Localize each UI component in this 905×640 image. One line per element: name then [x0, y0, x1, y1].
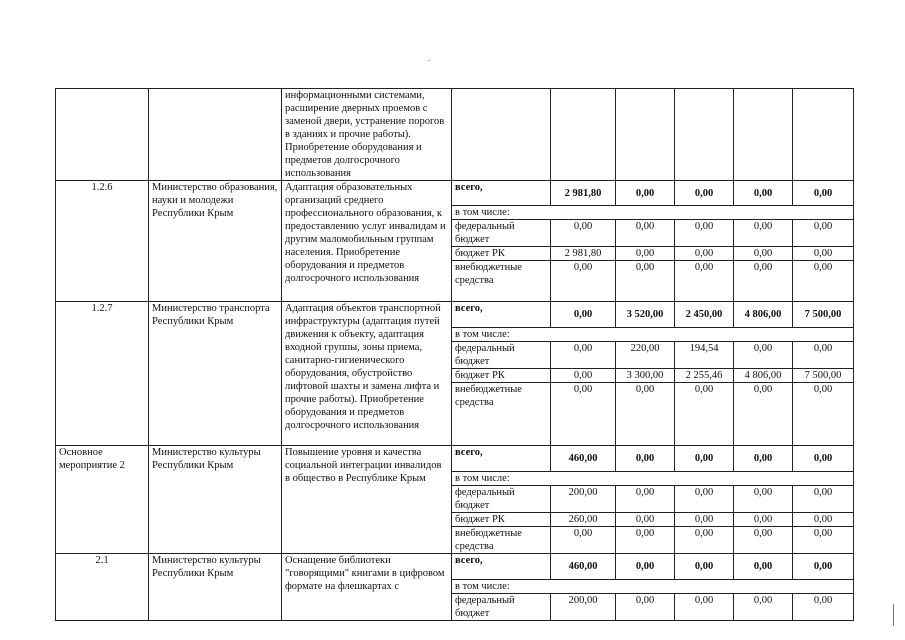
value-total-4: 4 806,00: [734, 302, 793, 328]
budget-table: [55, 88, 854, 621]
label-fed: федеральный бюджет: [452, 342, 551, 369]
value-total-4: 0,00: [734, 181, 793, 206]
value-rk-4: 4 806,00: [734, 369, 793, 383]
value-ext-5: 0,00: [793, 527, 854, 554]
value-total-4: 0,00: [734, 554, 793, 580]
value-ext-4: 0,00: [734, 261, 793, 302]
label-rk: бюджет РК: [452, 247, 551, 261]
cell-num: [56, 89, 149, 181]
cell-v1: [551, 89, 616, 181]
label-rk: бюджет РК: [452, 369, 551, 383]
value-rk-2: 3 300,00: [616, 369, 675, 383]
cell-v3: [675, 89, 734, 181]
cell-type: [452, 89, 551, 181]
cell-org: Министерство культуры Республики Крым: [149, 446, 282, 554]
cell-desc: Оснащение библиотеки "говорящими" книгами в цифровом формате на флешкартах с: [282, 554, 452, 621]
budget-table-sheet: [55, 88, 853, 621]
scan-speck: [428, 60, 430, 61]
value-ext-4: 0,00: [734, 383, 793, 446]
value-total-1: 2 981,80: [551, 181, 616, 206]
cell-desc: Повышение уровня и качества социальной интеграции инвалидов в общество в Республике Крым: [282, 446, 452, 554]
value-fed-3: 0,00: [675, 486, 734, 513]
cell-v2: [616, 89, 675, 181]
label-fed: федеральный бюджет: [452, 486, 551, 513]
label-ext: внебюджетные средства: [452, 527, 551, 554]
value-total-5: 0,00: [793, 181, 854, 206]
value-rk-2: 0,00: [616, 513, 675, 527]
value-total-1: 460,00: [551, 446, 616, 472]
value-fed-2: 220,00: [616, 342, 675, 369]
value-fed-2: 0,00: [616, 594, 675, 621]
value-fed-4: 0,00: [734, 342, 793, 369]
label-ext: внебюджетные средства: [452, 261, 551, 302]
cell-num: 1.2.7: [56, 302, 149, 446]
cell-org: [149, 89, 282, 181]
value-total-2: 0,00: [616, 554, 675, 580]
value-fed-4: 0,00: [734, 220, 793, 247]
value-ext-3: 0,00: [675, 261, 734, 302]
table-row-total: [56, 446, 854, 472]
value-ext-1: 0,00: [551, 261, 616, 302]
value-ext-2: 0,00: [616, 383, 675, 446]
value-ext-2: 0,00: [616, 527, 675, 554]
value-total-1: 0,00: [551, 302, 616, 328]
label-incl: в том числе:: [452, 580, 854, 594]
cell-org: Министерство культуры Республики Крым: [149, 554, 282, 621]
value-rk-3: 0,00: [675, 247, 734, 261]
cell-desc: Адаптация образовательных организаций среднего профессионального образования, к предоставлению услуг инвалидам и другим маломобильным группам населения. Приобретение оборудования и предметов долгосрочного использования: [282, 181, 452, 302]
cell-num: Основное мероприятие 2: [56, 446, 149, 554]
value-rk-4: 0,00: [734, 247, 793, 261]
value-total-2: 0,00: [616, 181, 675, 206]
cell-org: Министерство транспорта Республики Крым: [149, 302, 282, 446]
cell-num: 1.2.6: [56, 181, 149, 302]
table-row-total: [56, 554, 854, 580]
value-total-5: 7 500,00: [793, 302, 854, 328]
label-ext: внебюджетные средства: [452, 383, 551, 446]
value-total-1: 460,00: [551, 554, 616, 580]
value-rk-5: 0,00: [793, 247, 854, 261]
value-fed-1: 200,00: [551, 486, 616, 513]
value-ext-3: 0,00: [675, 383, 734, 446]
value-rk-3: 0,00: [675, 513, 734, 527]
label-incl: в том числе:: [452, 472, 854, 486]
table-row-continuation: [56, 89, 854, 181]
value-rk-4: 0,00: [734, 513, 793, 527]
label-rk: бюджет РК: [452, 513, 551, 527]
cell-v5: [793, 89, 854, 181]
value-fed-1: 200,00: [551, 594, 616, 621]
value-fed-2: 0,00: [616, 220, 675, 247]
value-ext-5: 0,00: [793, 261, 854, 302]
label-fed: федеральный бюджет: [452, 220, 551, 247]
value-rk-3: 2 255,46: [675, 369, 734, 383]
table-row-total: [56, 181, 854, 206]
value-rk-1: 260,00: [551, 513, 616, 527]
value-fed-5: 0,00: [793, 220, 854, 247]
value-fed-5: 0,00: [793, 342, 854, 369]
value-ext-3: 0,00: [675, 527, 734, 554]
cell-num: 2.1: [56, 554, 149, 621]
value-fed-4: 0,00: [734, 594, 793, 621]
value-fed-2: 0,00: [616, 486, 675, 513]
cell-v4: [734, 89, 793, 181]
value-total-5: 0,00: [793, 446, 854, 472]
cell-desc: информационными системами, расширение дверных проемов с заменой двери, устранение порогов в зданиях и прочие работы). Приобретение оборудования и предметов долгосрочного использования: [282, 89, 452, 181]
label-total: всего,: [452, 181, 551, 206]
value-ext-2: 0,00: [616, 261, 675, 302]
value-total-5: 0,00: [793, 554, 854, 580]
value-fed-1: 0,00: [551, 342, 616, 369]
label-total: всего,: [452, 554, 551, 580]
value-fed-1: 0,00: [551, 220, 616, 247]
value-total-4: 0,00: [734, 446, 793, 472]
value-fed-3: 0,00: [675, 220, 734, 247]
value-fed-5: 0,00: [793, 594, 854, 621]
value-fed-3: 0,00: [675, 594, 734, 621]
value-total-2: 3 520,00: [616, 302, 675, 328]
value-rk-2: 0,00: [616, 247, 675, 261]
label-incl: в том числе:: [452, 328, 854, 342]
label-incl: в том числе:: [452, 206, 854, 220]
cell-org: Министерство образования, науки и молодежи Республики Крым: [149, 181, 282, 302]
value-rk-5: 0,00: [793, 513, 854, 527]
value-rk-5: 7 500,00: [793, 369, 854, 383]
value-fed-4: 0,00: [734, 486, 793, 513]
value-total-3: 2 450,00: [675, 302, 734, 328]
value-ext-4: 0,00: [734, 527, 793, 554]
value-ext-1: 0,00: [551, 527, 616, 554]
value-total-3: 0,00: [675, 181, 734, 206]
label-total: всего,: [452, 302, 551, 328]
value-total-3: 0,00: [675, 554, 734, 580]
value-rk-1: 0,00: [551, 369, 616, 383]
value-rk-1: 2 981,80: [551, 247, 616, 261]
value-total-2: 0,00: [616, 446, 675, 472]
value-total-3: 0,00: [675, 446, 734, 472]
label-fed: федеральный бюджет: [452, 594, 551, 621]
value-fed-5: 0,00: [793, 486, 854, 513]
label-total: всего,: [452, 446, 551, 472]
table-row-total: [56, 302, 854, 328]
value-fed-3: 194,54: [675, 342, 734, 369]
page-edge-mark: [893, 604, 894, 626]
cell-desc: Адаптация объектов транспортной инфраструктуры (адаптация путей движения к объекту, адаптация входной группы, зоны приема, санитарно-гигиенического оборудования, обустройство лифтовой шахты и замена лифта и прочие работы). Приобретение оборудования и предметов долгосрочного использования: [282, 302, 452, 446]
value-ext-1: 0,00: [551, 383, 616, 446]
value-ext-5: 0,00: [793, 383, 854, 446]
